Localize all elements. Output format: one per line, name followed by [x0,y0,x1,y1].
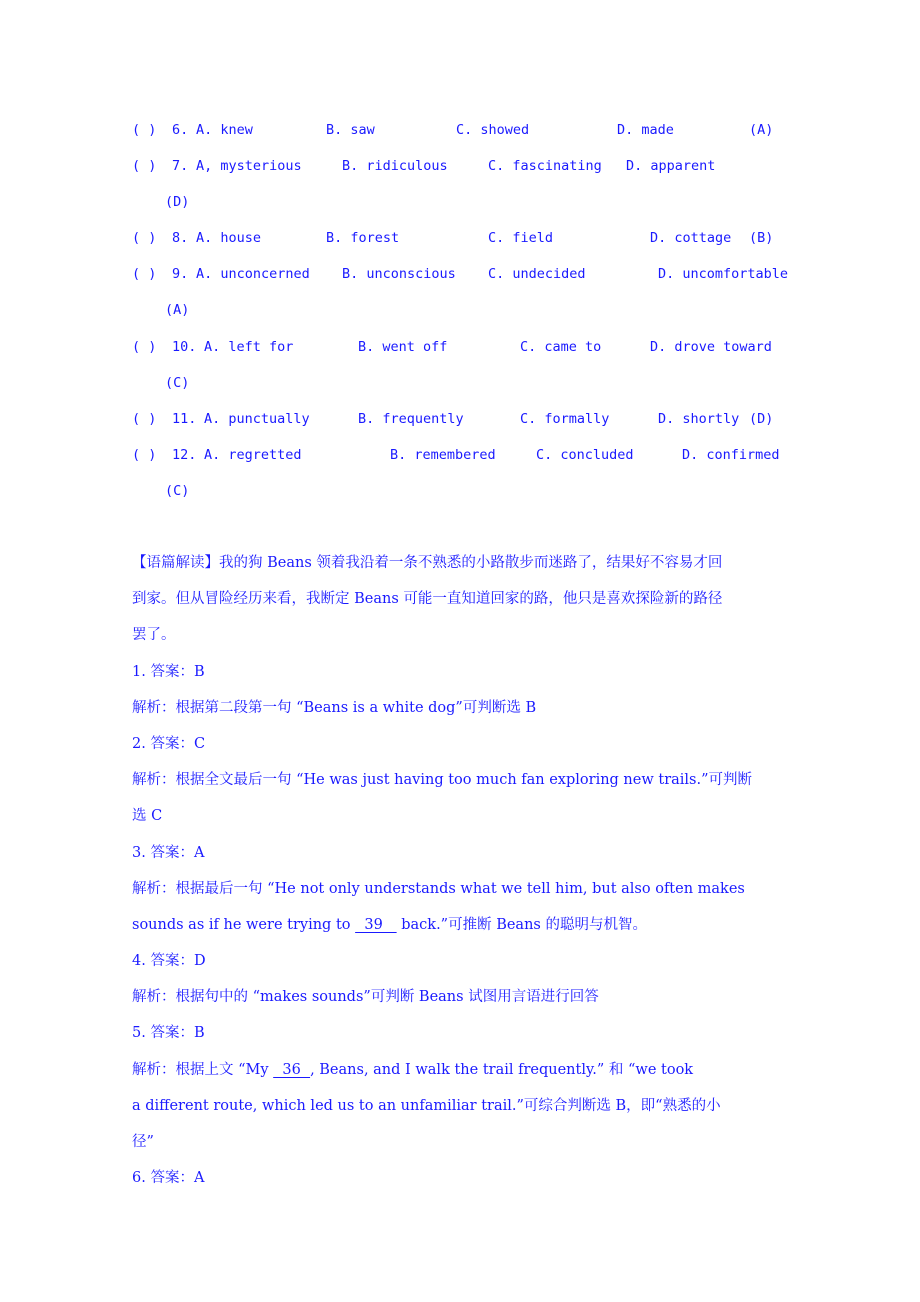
option-c: C. field [488,230,554,246]
option-b: B. remembered [390,447,496,463]
answer-analysis: a different route, which led us to an unfamiliar trail.”可综合判断选 B，即“熟悉的小 [132,1098,721,1114]
option-a: A. left for [204,339,294,355]
answer-label: 5. 答案：B [132,1025,205,1041]
question-number: 6. [172,122,189,138]
option-a: A. unconcerned [196,266,310,282]
option-c: C. formally [520,411,610,427]
correct-answer: (C) [165,375,190,391]
option-a: A, mysterious [196,158,302,174]
question-row [132,228,812,248]
option-c: C. came to [520,339,602,355]
option-b: B. forest [326,230,400,246]
question-row [132,120,812,140]
option-a: A. house [196,230,262,246]
answer-blank-paren: ( ) [132,339,157,355]
question-row [132,409,812,429]
option-b: B. unconscious [342,266,456,282]
option-c: C. fascinating [488,158,602,174]
option-c: C. showed [456,122,530,138]
question-row [132,156,812,176]
answer-analysis: 解析：根据第二段第一句 “Beans is a white dog”可判断选 B [132,700,537,716]
answer-blank-paren: ( ) [132,158,157,174]
analysis-text: , Beans, and I walk the trail frequently.” 和 “we took [310,1062,694,1078]
answer-label: 3. 答案：A [132,845,205,861]
question-number: 10. [172,339,197,355]
correct-answer: (A) [165,302,190,318]
answer-blank-paren: ( ) [132,230,157,246]
answer-analysis [132,915,647,935]
question-number: 11. [172,411,197,427]
question-number: 7. [172,158,189,174]
answer-analysis: 选 C [132,808,163,824]
option-a: A. regretted [204,447,302,463]
question-row [132,264,812,284]
question-row [132,337,812,357]
question-number: 9. [172,266,189,282]
answer-analysis: 径” [132,1134,154,1150]
answer-blank-paren: ( ) [132,266,157,282]
correct-answer: (D) [749,411,774,427]
question-number: 8. [172,230,189,246]
answer-blank-paren: ( ) [132,411,157,427]
answer-blank-paren: ( ) [132,447,157,463]
option-d: D. cottage [650,230,732,246]
answer-analysis: 解析：根据最后一句 “He not only understands what we tell him, but also often makes [132,881,745,897]
option-d: D. confirmed [682,447,780,463]
answer-label: 2. 答案：C [132,736,206,752]
passage-interpretation-line: 【语篇解读】我的狗 Beans 领着我沿着一条不熟悉的小路散步而迷路了，结果好不容易才回 [132,555,723,571]
option-a: A. punctually [204,411,310,427]
answer-analysis: 解析：根据句中的 “makes sounds”可判断 Beans 试图用言语进行回答 [132,989,599,1005]
option-b: B. saw [326,122,375,138]
analysis-text: back.”可推断 Beans 的聪明与机智。 [396,917,647,933]
correct-answer: (D) [165,194,190,210]
analysis-text: 解析：根据上文 “My [132,1062,274,1078]
analysis-text: sounds as if he were trying to [132,917,356,933]
answer-analysis: 解析：根据全文最后一句 “He was just having too much fan exploring new trails.”可判断 [132,772,753,788]
blank-36: 36 [273,1062,311,1078]
option-d: D. shortly [658,411,740,427]
correct-answer: (B) [749,230,774,246]
option-d: D. apparent [626,158,716,174]
answer-label: 6. 答案：A [132,1170,205,1186]
option-a: A. knew [196,122,253,138]
correct-answer: (C) [165,483,190,499]
option-b: B. went off [358,339,448,355]
passage-interpretation-line: 到家。但从冒险经历来看，我断定 Beans 可能一直知道回家的路，他只是喜欢探险新的路径 [132,591,723,607]
blank-39: 39 [355,917,397,933]
option-b: B. frequently [358,411,464,427]
option-c: C. undecided [488,266,586,282]
option-d: D. drove toward [650,339,772,355]
question-number: 12. [172,447,197,463]
answer-analysis [132,1060,693,1080]
question-row [132,445,812,465]
answer-label: 4. 答案：D [132,953,206,969]
passage-interpretation-line: 罢了。 [132,627,176,643]
option-d: D. uncomfortable [658,266,789,282]
answer-label: 1. 答案：B [132,664,205,680]
option-d: D. made [617,122,674,138]
correct-answer: (A) [749,122,774,138]
option-c: C. concluded [536,447,634,463]
answer-blank-paren: ( ) [132,122,157,138]
option-b: B. ridiculous [342,158,448,174]
